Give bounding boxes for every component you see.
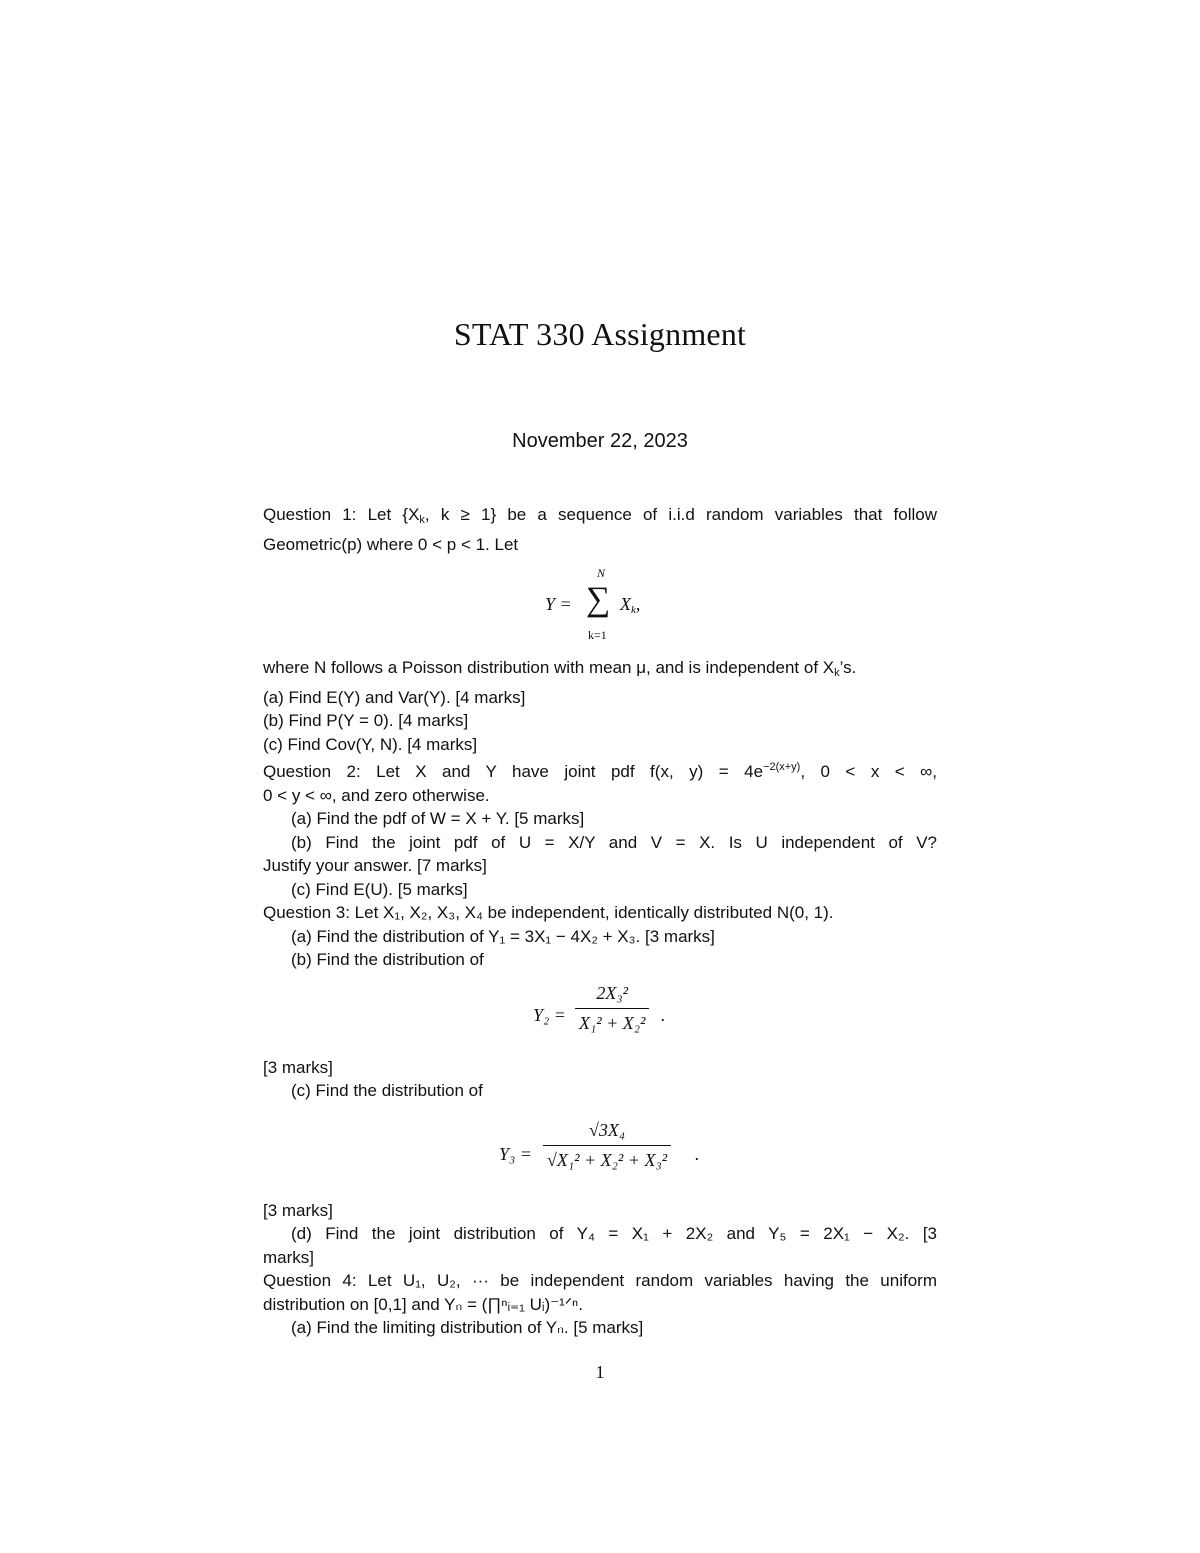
q3-y3-equation	[263, 1103, 937, 1199]
q4-intro-line2: distribution on [0,1] and Yₙ = (∏ⁿᵢ₌₁ Uᵢ)⁻¹ᐟⁿ.	[263, 1294, 583, 1314]
q1-part-c: (c) Find Cov(Y, N). [4 marks]	[263, 734, 478, 754]
q3-y3-numerator: √3X₄	[588, 1119, 626, 1140]
q1-where-line: where N follows a Poisson distribution with mean μ, and is independent of $X_k’s$.	[263, 658, 857, 679]
q3-y2-period: .	[661, 1004, 666, 1025]
q1-intro-line2: Geometric(p) where 0 < p < 1. Let	[263, 534, 519, 554]
q2-intro-line2: 0 < y < ∞, and zero otherwise.	[263, 785, 490, 805]
q3-y2-lhs: Y₂ =	[533, 1004, 566, 1025]
q3-y2-equation	[263, 972, 937, 1056]
q3-y2-denominator: X₁² + X₂²	[575, 1008, 649, 1036]
q3-y3-denominator: √X₁² + X₂² + X₃²	[543, 1145, 671, 1173]
q3-part-c: (c) Find the distribution of	[291, 1081, 483, 1100]
document-body	[263, 503, 937, 1340]
q1-sum-upper-limit: N	[597, 566, 606, 580]
q1-sum-term: $X_k$,	[620, 594, 641, 616]
q3-y2-numerator: 2X₃²	[596, 982, 629, 1003]
q3-y3-period: .	[695, 1143, 700, 1164]
q1-intro-line1: Question 1: Let {$X_k$, k ≥ 1} be a sequence of i.i.d random variables that follow	[263, 505, 937, 526]
q3-part-a: (a) Find the distribution of Y₁ = 3X₁ − 4X₂ + X₃. [3 marks]	[291, 926, 715, 946]
q3-part-b-marks: [3 marks]	[263, 1057, 333, 1077]
document-title: STAT 330 Assignment	[453, 316, 747, 352]
q1-sum-lhs: Y =	[545, 594, 572, 614]
q2-intro-line1: Question 2: Let X and Y have joint pdf f(x, $y) = 4e^{-2(x+y)}$, 0 < x < ∞,	[263, 761, 937, 781]
q3-part-d-line1: (d) Find the joint distribution of Y₄ = X₁ + 2X₂ and Y₅ = 2X₁ − X₂. [3	[291, 1224, 937, 1243]
q2-part-c: (c) Find E(U). [5 marks]	[291, 879, 468, 899]
q2-part-b-line1: (b) Find the joint pdf of U = X/Y and V = X. Is U independent of V?	[291, 832, 937, 852]
q3-y3-lhs: Y₃ =	[499, 1143, 532, 1164]
q1-sum-lower-limit: k=1	[588, 628, 607, 642]
q3-y3-fraction	[543, 1119, 671, 1173]
q3-part-d-line2: marks]	[263, 1247, 314, 1267]
q2-part-b-line2: Justify your answer. [7 marks]	[263, 856, 487, 875]
q1-part-a: (a) Find E(Y) and Var(Y). [4 marks]	[263, 687, 526, 707]
q3-y2-fraction	[575, 982, 649, 1036]
q1-part-b: (b) Find P(Y = 0). [4 marks]	[263, 711, 469, 730]
sigma-symbol: ∑	[586, 581, 611, 618]
q4-intro-line1: Question 4: Let U₁, U₂, ··· be independent random variables having the uniform	[263, 1271, 937, 1290]
page-number: 1	[595, 1362, 605, 1382]
q1-sum-equation	[263, 556, 937, 656]
q2-part-a: (a) Find the pdf of W = X + Y. [5 marks]	[291, 809, 585, 828]
document-date: November 22, 2023	[512, 430, 688, 452]
q3-part-b: (b) Find the distribution of	[291, 950, 484, 969]
q4-part-a: (a) Find the limiting distribution of Yₙ. [5 marks]	[291, 1318, 644, 1337]
q3-intro: Question 3: Let X₁, X₂, X₃, X₄ be independent, identically distributed N(0, 1).	[263, 903, 834, 922]
q3-part-c-marks: [3 marks]	[263, 1200, 333, 1220]
